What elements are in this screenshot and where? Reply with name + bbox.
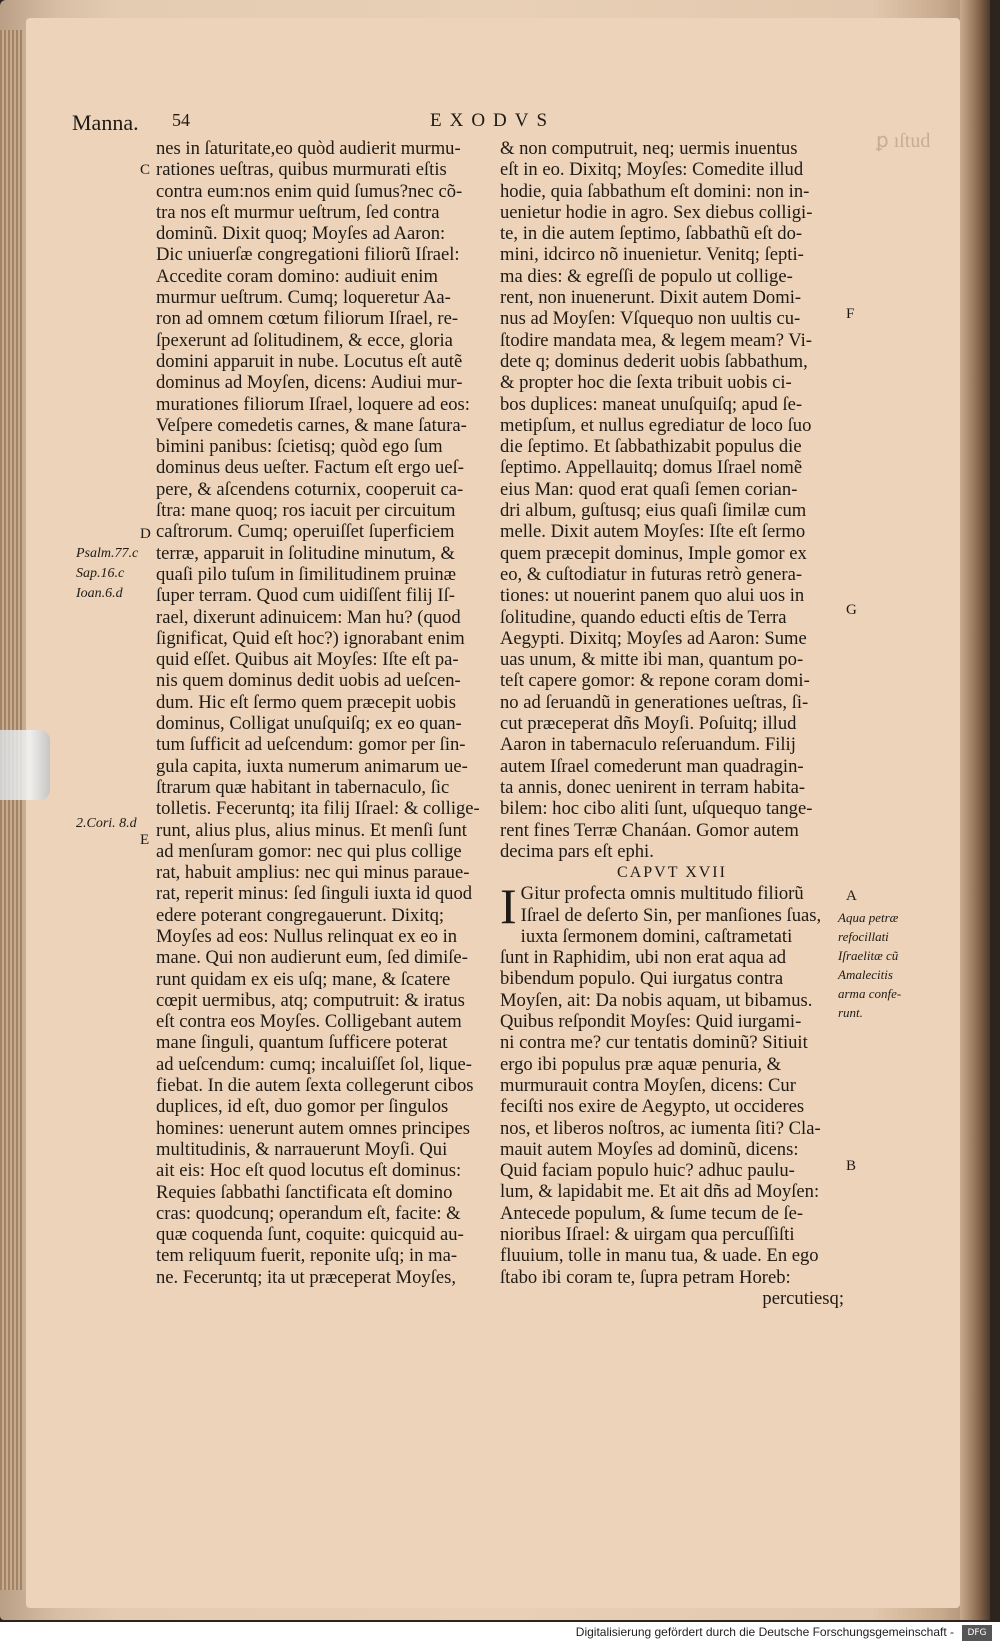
right-column-line: eo, & cuſtodiatur in futuras retrò genera-	[500, 563, 803, 585]
left-column-line: multitudinis, & narrauerunt Moyſi. Qui	[156, 1138, 448, 1160]
section-letter-f: F	[846, 306, 855, 322]
right-text-column	[500, 138, 844, 862]
chapter-line: bibendum populo. Qui iurgatus contra	[500, 968, 784, 990]
right-column-line: ma dies: & egreſſi de populo ut collige-	[500, 265, 793, 287]
left-column-line: ſtra: mane quoq; ros iacuit per circuitum	[156, 500, 456, 522]
right-column-line: die ſeptimo. Et ſabbathizabit populus die	[500, 436, 802, 458]
right-column-line: Aaron in tabernaculo reſeruandum. Filij	[500, 734, 796, 756]
left-column-line: nes in ſaturitate,eo quòd audierit murmu-	[156, 138, 461, 159]
right-column-line: dri album, guſtusq; eius quaſi ſimilæ cum	[500, 500, 807, 522]
left-column-line: runt, alius plus, alius minus. Et menſi ſunt	[156, 819, 467, 841]
left-column-line: contra eum:nos enim quid ſumus?nec cõ-	[156, 180, 463, 202]
left-column-line: ron ad omnem cœtum filiorum Iſrael, re-	[156, 308, 459, 330]
left-column-line: ait eis: Hoc eſt quod locutus eſt dominus:	[156, 1160, 462, 1182]
right-column-line: Aegypti. Dixitq; Moyſes ad Aaron: Sume	[500, 627, 807, 649]
section-letter-a: A	[846, 888, 857, 904]
left-column-line: ſtrarum quæ habitant in tabernaculo, ſic	[156, 776, 450, 798]
chapter-line: ni contra me? cur tentatis dominũ? Sitiuit	[500, 1032, 808, 1054]
chapter-line: ſtabo ibi coram te, ſupra petram Horeb:	[500, 1266, 791, 1288]
chapter-line: iuxta ſermonem domini, caſtrametati	[520, 925, 793, 947]
right-column-line: eſt in eo. Dixitq; Moyſes: Comedite illud	[500, 159, 804, 181]
bleed-through-text: ꝑ ıſtud	[876, 130, 931, 152]
left-column-line: murmur ueſtrum. Cumq; loqueretur Aa-	[156, 287, 451, 309]
chapter-line: mauit autem Moyſes ad dominũ, dicens:	[500, 1138, 799, 1160]
left-column-line: nis quem dominus dedit uobis ad ueſcen-	[156, 670, 461, 692]
right-column-line: mini, idcirco nõ inuenietur. Venitq; ſepti-	[500, 244, 804, 266]
chapter-line: Quid faciam populo huic? adhuc paulu-	[500, 1160, 795, 1182]
chapter-initial: I	[500, 878, 517, 935]
page-edges-right	[960, 0, 990, 1620]
side-note-line: Iſraelitæ cũ	[838, 948, 899, 963]
chapter-line: feciſti nos exire de Aegypto, ut occideres	[500, 1096, 805, 1118]
chapter-line: nos, et liberos noſtros, ac iumenta ſiti? Cla-	[500, 1117, 821, 1139]
side-note-aqua	[838, 908, 946, 1022]
side-note-line: refocillati	[838, 929, 889, 944]
right-column-line: uas unum, & mitte ibi man, quantum po-	[500, 649, 804, 671]
left-column-line: rat, reperit minus: ſed ſinguli iuxta id quod	[156, 883, 473, 905]
section-letter-e: E	[140, 832, 150, 848]
chapter-line: nioribus Iſrael: & uirgam qua percuſſiſti	[500, 1224, 795, 1246]
margin-ref-ioan: Ioan.6.d	[76, 586, 123, 601]
right-column-line: ſeptimo. Appellauitq; domus Iſrael nomẽ	[500, 457, 803, 479]
right-column-line: rent fines Terræ Chanáan. Gomor autem	[500, 819, 799, 841]
section-letter-c: C	[140, 162, 151, 178]
left-column-line: dum. Hic eſt ſermo quem præcepit uobis	[156, 691, 457, 713]
left-column-line: runt quidam ex eis uſq; mane, & ſcatere	[156, 968, 451, 990]
chapter-line: Moyſen, ait: Da nobis aquam, ut bibamus.	[500, 989, 813, 1011]
footer-bar	[0, 1622, 1000, 1646]
left-column-line: dominũ. Dixit quoq; Moyſes ad Aaron:	[156, 223, 446, 245]
left-column-line: Dic uniuerſæ congregationi filiorũ Iſrael:	[156, 244, 460, 266]
left-column-line: tum ſufficit ad ueſcendum: gomor per ſin-	[156, 734, 466, 756]
book-page	[26, 18, 960, 1608]
right-column-line: decima pars eſt ephi.	[500, 840, 654, 862]
margin-ref-cori: 2.Cori. 8.d	[76, 816, 137, 831]
side-note-line: runt.	[838, 1005, 863, 1020]
left-column-line: Accedite coram domino: audiuit enim	[156, 265, 438, 287]
right-column-line: cut præceperat dñs Moyſi. Poſuitq; illud	[500, 713, 797, 735]
footer-credit: Digitalisierung gefördert durch die Deutsche Forschungsgemeinschaft -	[575, 1625, 954, 1639]
left-column-line: bimini panibus: ſcietisq; quòd ego ſum	[156, 436, 443, 458]
left-column-line: ſignificat, Quid eſt hoc?) ignorabant enim	[156, 627, 465, 649]
left-column-line: mane. Qui non audierunt eum, ſed dimiſe-	[156, 947, 468, 969]
right-column-line: eius Man: quod erat quaſi ſemen corian-	[500, 478, 798, 500]
side-note-line: Amalecitis	[838, 967, 893, 982]
right-column-line: no ad ſeruandũ in generationes ueſtras, ſi-	[500, 691, 809, 713]
left-column-line: ſuper terram. Quod cum uidiſſent filij Iſ-	[156, 585, 455, 607]
dfg-logo-icon: DFG	[962, 1625, 992, 1641]
right-column-line: tiones: ut nouerint panem quo alui uos in	[500, 585, 805, 607]
left-column-line: Requies ſabbathi ſanctificata eſt domino	[156, 1181, 453, 1203]
left-column-line: ad menſuram gomor: nec qui plus collige	[156, 840, 462, 862]
side-note-line: Aqua petræ	[838, 910, 899, 925]
left-column-line: murationes filiorum Iſrael, loquere ad eos:	[156, 393, 470, 415]
left-column-line: Moyſes ad eos: Nullus relinquat ex eo in	[156, 925, 458, 947]
left-column-line: caſtrorum. Cumq; operuiſſet ſuperficiem	[156, 521, 455, 543]
left-column-line: tra nos eſt murmur ueſtrum, ſed contra	[156, 201, 440, 223]
chapter-line: murmurauit contra Moyſen, dicens: Cur	[500, 1074, 796, 1096]
right-column-line: ſtodire mandata mea, & legem meam? Vi-	[500, 329, 812, 351]
section-letter-g: G	[846, 602, 857, 618]
left-column-line: dominus deus ueſter. Factum eſt ergo ueſ-	[156, 457, 464, 479]
chapter-line: Antecede populum, & ſume tecum de ſe-	[500, 1202, 804, 1224]
left-column-line: ſpexerunt ad ſolitudinem, & ecce, gloria	[156, 329, 453, 351]
left-column-line: rael, dixerunt adinuicem: Man hu? (quod	[156, 606, 461, 628]
page-number: 54	[172, 110, 190, 130]
left-text-column	[156, 138, 500, 1288]
left-column-line: dominus ad Moyſen, dicens: Audiui mur-	[156, 372, 463, 394]
right-column-line: ſolitudine, quando educti eſtis de Terra	[500, 606, 787, 628]
left-column-line: tolletis. Feceruntq; ita filij Iſrael: & collige-	[156, 798, 480, 820]
section-letter-d: D	[140, 526, 151, 542]
chapter-line: fluuium, tolle in manu tua, & uade. En ego	[500, 1245, 819, 1267]
left-column-line: eſt contra eos Moyſes. Colligebant autem	[156, 1011, 462, 1033]
catchword: percutiesq;	[762, 1287, 844, 1309]
left-column-line: domini apparuit in nube. Locutus eſt autẽ	[156, 350, 463, 372]
margin-ref-sap: Sap.16.c	[76, 566, 125, 581]
left-column-line: gula capita, iuxta numerum animarum ue-	[156, 755, 468, 777]
chapter-line: Quibus reſpondit Moyſes: Quid iurgami-	[500, 1011, 802, 1033]
left-column-line: ne. Feceruntq; ita ut præceperat Moyſes,	[156, 1266, 456, 1288]
page-clip	[0, 730, 50, 800]
chapter-line: ſunt in Raphidim, ubi non erat aqua ad	[500, 947, 787, 969]
right-column-line: bilem: hoc cibo aliti ſunt, uſquequo tange-	[500, 798, 813, 820]
right-column-line: rent, non inuenerunt. Dixit autem Domi-	[500, 287, 802, 309]
right-column-line: & propter hoc die ſexta tribuit uobis ci-	[500, 372, 792, 394]
left-column-line: ad ueſcendum: cumq; incaluiſſet ſol, lique-	[156, 1053, 473, 1075]
left-column-line: duplices, id eſt, duo gomor per ſingulos	[156, 1096, 449, 1118]
running-title: EXODVS	[430, 110, 556, 131]
right-column-line: autem Iſrael comederunt man quadragin-	[500, 755, 804, 777]
left-column-line: fiebat. In die autem ſexta collegerunt cibos	[156, 1075, 474, 1097]
margin-ref-psalm: Psalm.77.c	[76, 546, 139, 561]
left-column-line: tem reliquum fuerit, reponite uſq; in ma-	[156, 1245, 458, 1267]
right-column-line: quem præcepit dominus, Imple gomor ex	[500, 542, 807, 564]
left-column-line: Veſpere comedetis carnes, & mane ſatura-	[156, 414, 467, 436]
right-column-line: te, in die autem ſeptimo, ſabbathũ eſt do-	[500, 223, 803, 245]
right-column-line: metipſum, et nullus egrediatur de loco ſuo	[500, 414, 812, 436]
left-column-line: rationes ueſtras, quibus murmurati eſtis	[156, 159, 447, 181]
right-column-line: uenietur hodie in agro. Sex diebus colligi-	[500, 201, 813, 223]
side-note-line: arma confe-	[838, 986, 902, 1001]
chapter-heading: CAPVT XVII	[617, 864, 727, 881]
right-column-line: melle. Dixit autem Moyſes: Iſte eſt ſermo	[500, 521, 806, 543]
right-column-line: hodie, quia ſabbathum eſt domini: non in-	[500, 180, 810, 202]
chapter-line: Gitur profecta omnis multitudo filiorũ	[520, 883, 804, 905]
chapter-text	[500, 878, 844, 1288]
left-column-line: cras: quodcunq; operandum eſt, facite: &	[156, 1202, 461, 1224]
left-column-line: quaſi pilo tuſum in ſimilitudinem pruinæ	[156, 563, 457, 585]
chapter-line: Iſrael de deſerto Sin, per manſiones ſuas,	[520, 904, 822, 926]
left-column-line: pere, & aſcendens coturnix, cooperuit ca-	[156, 478, 464, 500]
right-column-line: ta annis, donec uenirent in terram habita-	[500, 776, 806, 798]
left-column-line: rat, habuit amplius: nec qui minus paraue-	[156, 862, 470, 884]
left-column-line: terræ, apparuit in ſolitudine minutum, &	[156, 542, 456, 564]
chapter-line: lum, & lapidabit me. Et ait dñs ad Moyſen:	[500, 1181, 820, 1203]
right-column-line: teſt capere gomor: & repone coram domi-	[500, 670, 810, 692]
page-edges-left	[0, 30, 22, 1590]
section-letter-b: B	[846, 1158, 857, 1174]
left-column-line: quæ coquenda ſunt, coquite: quicquid au-	[156, 1224, 464, 1246]
left-column-line: dominus, Colligat unuſquiſq; ex eo quan-	[156, 713, 462, 735]
left-column-line: homines: uenerunt autem omnes principes	[156, 1117, 470, 1139]
right-column-line: dete q; dominus dederit uobis ſabbathum,	[500, 350, 808, 372]
right-column-line: & non computruit, neq; uermis inuentus	[500, 138, 798, 159]
left-column-line: mane ſinguli, quantum ſufficere poterat	[156, 1032, 448, 1054]
chapter-line: ergo ibi populus præ aquæ penuria, &	[500, 1053, 782, 1075]
left-column-line: cœpit uermibus, atq; computruit: & iratus	[156, 989, 465, 1011]
right-column-line: nus ad Moyſen: Vſquequo non uultis cu-	[500, 308, 801, 330]
right-column-line: bos duplices: maneat unuſquiſq; apud ſe-	[500, 393, 803, 415]
left-column-line: quid eſſet. Quibus ait Moyſes: Iſte eſt pa-	[156, 649, 459, 671]
chapter-section	[500, 862, 844, 1309]
margin-title: Manna.	[72, 110, 139, 135]
left-column-line: edere poterant congregauerunt. Dixitq;	[156, 904, 445, 926]
